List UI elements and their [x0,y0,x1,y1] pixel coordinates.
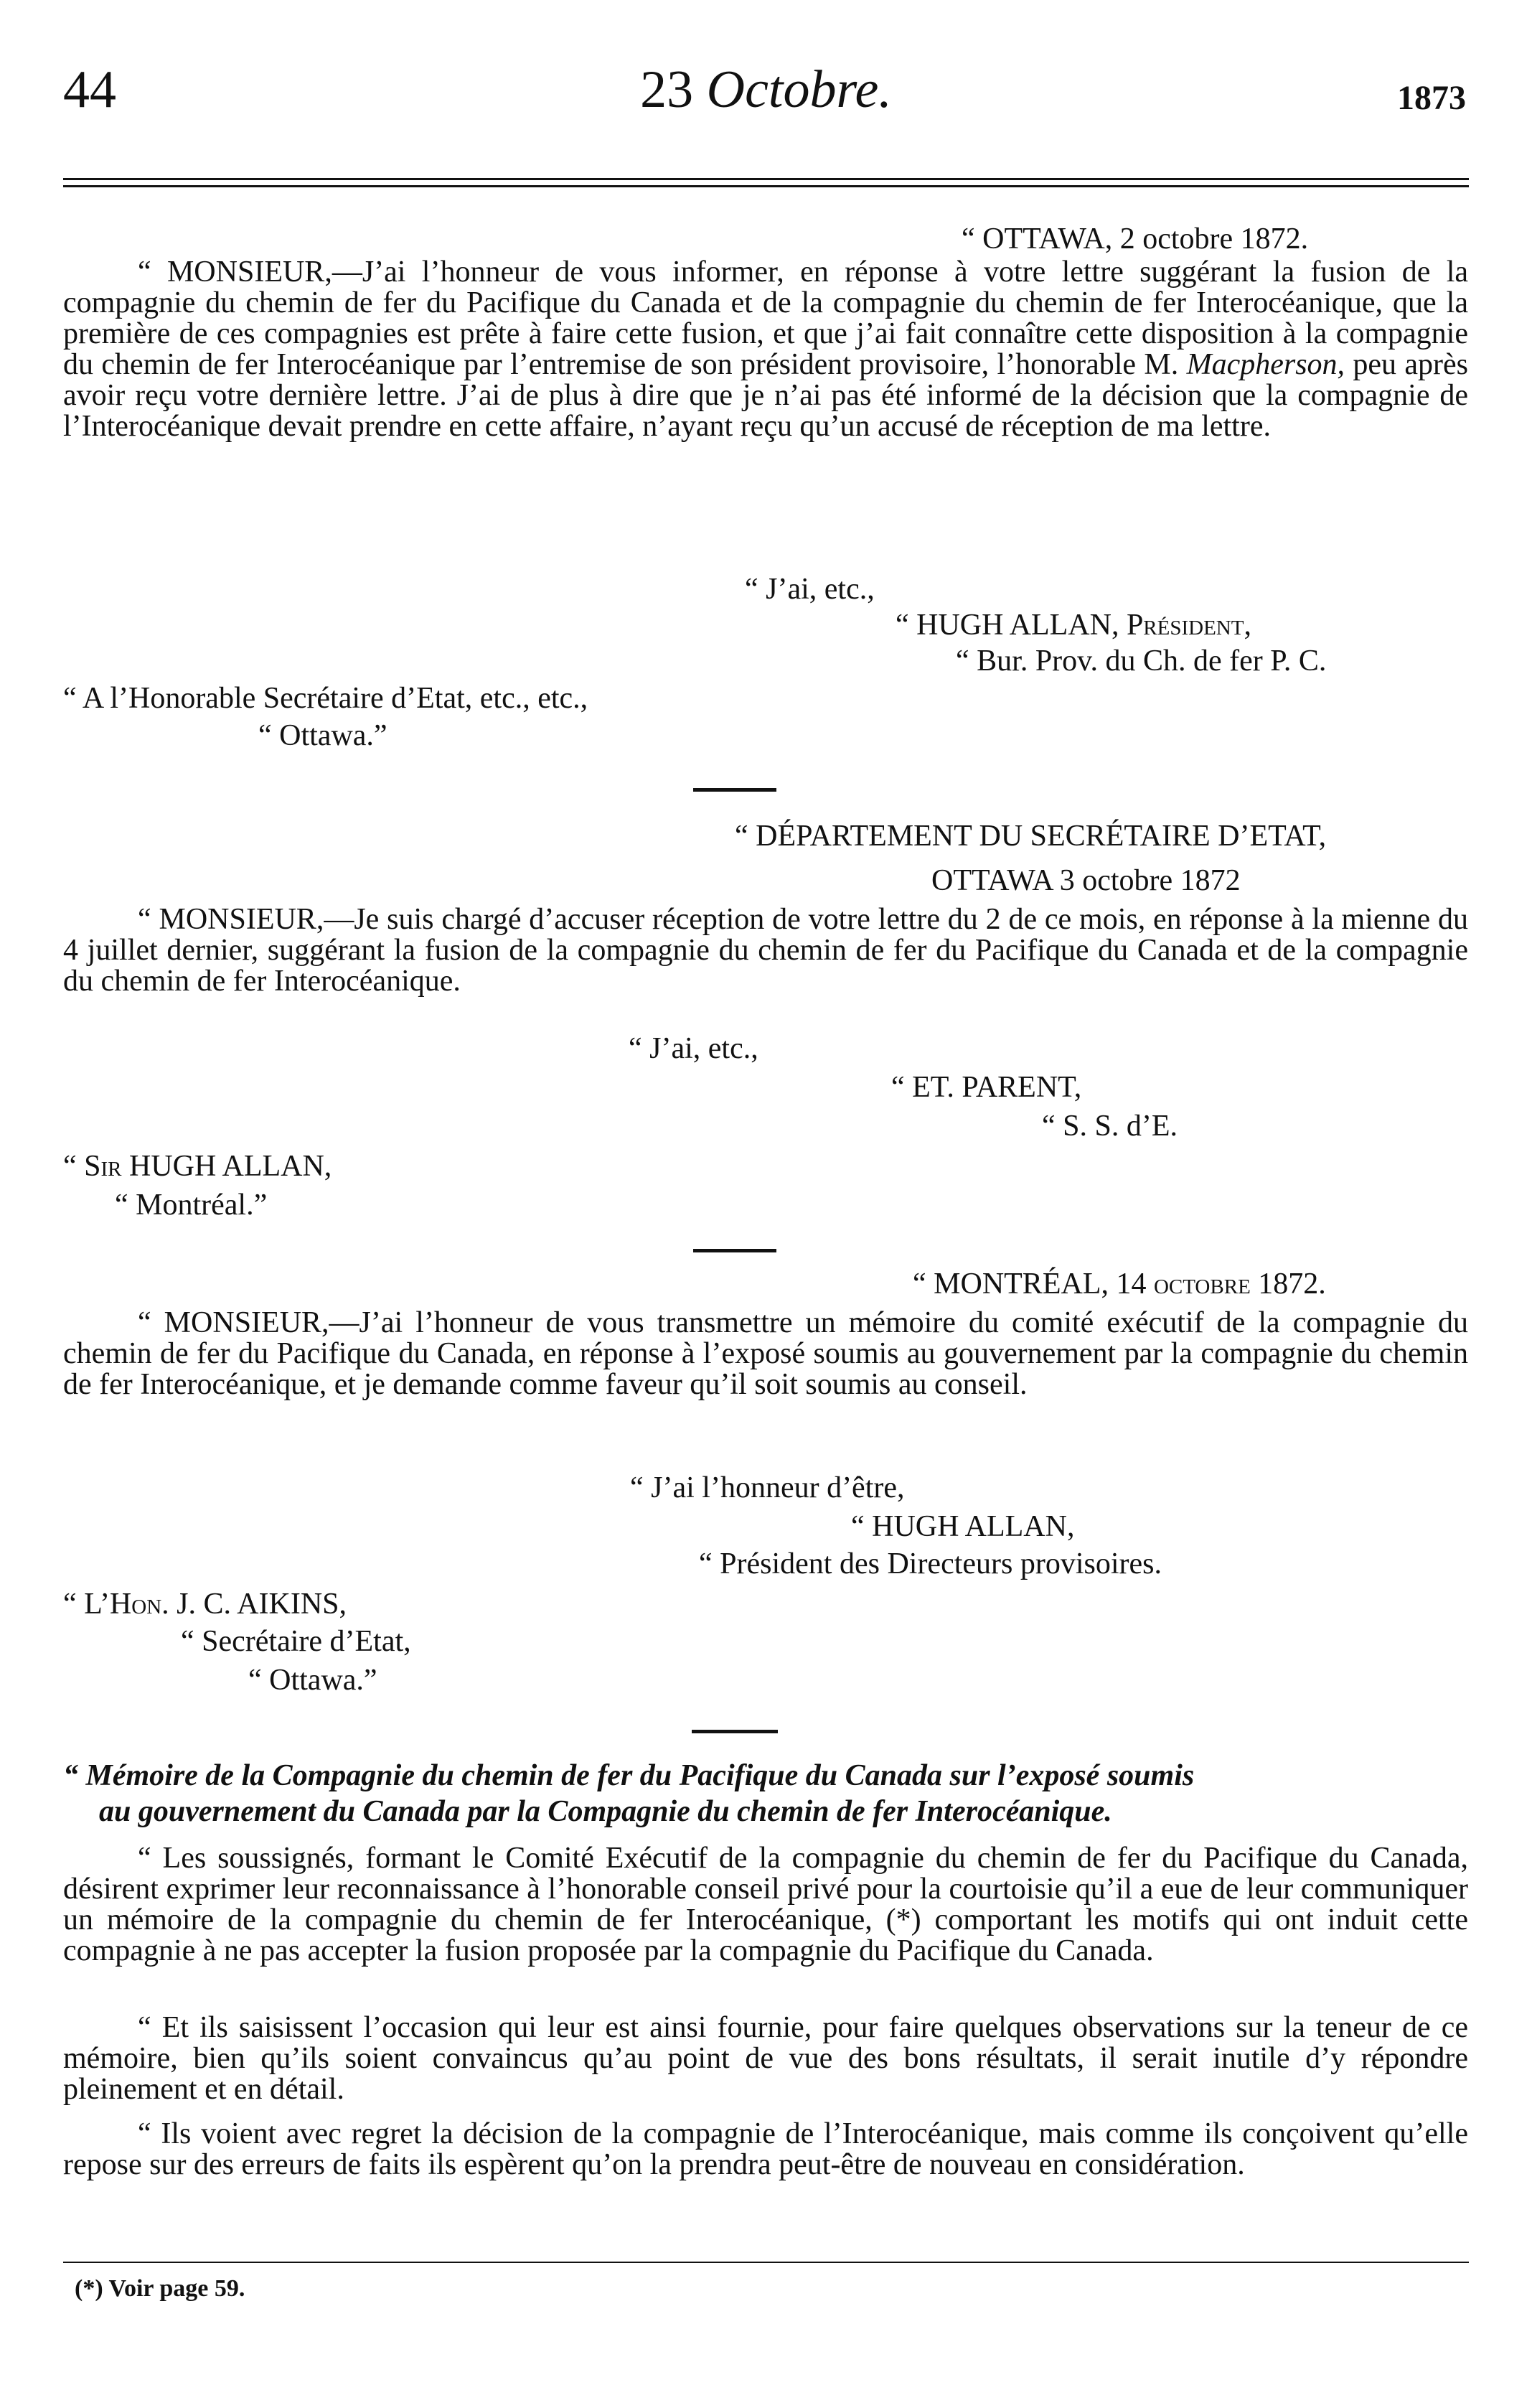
letter3-salutation: “ MONSIEUR, [138,1306,329,1339]
letter2-closing: “ J’ai, etc., [629,1032,758,1065]
memoire-paragraph-3: “ Ils voient avec regret la décision de la compagnie de l’Interocéanique, mais comme ils conçoivent qu’elle repose sur des erreurs de faits ils espèrent qu’on la prendra peut-être de nouveau en considération. [63,2117,1468,2181]
letter1-place-date: “ OTTAWA, 2 octobre 1872. [962,222,1309,256]
section-divider [693,1249,776,1252]
memoire-title-line2: au gouvernement du Canada par la Compagnie du chemin de fer Interocéanique. [99,1795,1112,1828]
section-divider [692,1730,778,1733]
date-month: Octobre. [706,60,892,119]
letter2-salutation: “ MONSIEUR, [138,903,324,936]
letter3-addressee-title: “ Secrétaire d’Etat, [181,1625,411,1658]
letter2-addressee: “ Sir HUGH ALLAN, [63,1150,332,1183]
letter1-body-text: —J’ai l’honneur de vous informer, en réponse à votre lettre suggérant la fusion de la compagnie du chemin de fer du Pacifique du Canada et de la compagnie du chemin de fer Interocéanique, que la première de ces compagnies est prête à faire cette fusion, et que j’ai fait connaître cette disposition à la compagnie du chemin de fer Interocéanique par l’entremise de son président provisoire, l’honorable M. [63,256,1469,381]
header-rule-bottom [63,185,1469,187]
letter1-body-name: Macpherson, [1186,348,1345,381]
page-date-heading [0,60,1532,119]
letter3-addressee: “ L’Hon. J. C. AIKINS, [63,1588,347,1621]
letter1-closing: “ J’ai, etc., [745,573,875,606]
letter2-signature-name: “ ET. PARENT, [891,1071,1082,1104]
letter3-closing: “ J’ai l’honneur d’être, [630,1471,905,1504]
header-rule-top [63,178,1469,180]
letter3-place-date: “ MONTRÉAL, 14 octobre 1872. [913,1268,1326,1301]
memoire-paragraph-2: “ Et ils saisissent l’occasion qui leur est ainsi fournie, pour faire quelques observations sur la teneur de ce mémoire, bien qu’ils soient convaincus qu’au point de vue des bons résultats, il serait inutile d’y répondre pleinement et en détail. [63,2011,1468,2106]
letter3-signature-name: “ HUGH ALLAN, [851,1510,1075,1543]
letter2-body [63,904,1468,997]
letter3-body-text: —J’ai l’honneur de vous transmettre un mémoire du comité exécutif de la compagnie du chemin de fer du Pacifique du Canada, en réponse à l’exposé soumis au gouvernement par la compagnie du chemin de fer Interocéanique, et je demande comme faveur qu’il soit soumis au conseil. [63,1306,1469,1401]
memoire-paragraph-1: “ Les soussignés, formant le Comité Exécutif de la compagnie du chemin de fer du Pacifique du Canada, désirent exprimer leur reconnaissance à l’honorable conseil privé pour la courtoisie qu’il a eue de leur communiquer un mémoire de la compagnie du chemin de fer Interocéanique, (*) comportant les motifs qui ont induit cette compagnie à ne pas accepter la fusion proposée par la compagnie du Pacifique du Canada. [63,1842,1468,1967]
letter2-addressee-city: “ Montréal.” [115,1189,268,1222]
section-divider [693,788,776,792]
letter2-place-date: OTTAWA 3 octobre 1872 [931,864,1241,897]
footnote-rule [63,2262,1469,2263]
date-day: 23 [640,60,694,119]
memoire-title-line1: “ Mémoire de la Compagnie du chemin de fer du Pacifique du Canada sur l’exposé soumis [63,1759,1195,1792]
letter1-body [63,257,1468,442]
letter1-addressee-city: “ Ottawa.” [258,719,387,752]
letter2-department: “ DÉPARTEMENT DU SECRÉTAIRE D’ETAT, [735,820,1327,853]
letter2-body-text: —Je suis chargé d’accuser réception de votre lettre du 2 de ce mois, en réponse à la mienne du 4 juillet dernier, suggérant la fusion de la compagnie du chemin de fer du Pacifique du Canada et de la compagnie du chemin de fer Interocéanique. [63,903,1469,998]
letter3-body [63,1308,1468,1400]
page-year: 1873 [1397,79,1466,117]
page-number: 44 [63,60,116,119]
letter1-signature-title: “ Bur. Prov. du Ch. de fer P. C. [956,645,1327,678]
letter1-body-end: peu après avoir reçu votre dernière lettre. J’ai de plus à dire que je n’ai pas été informé de la décision que la compagnie de l’Interocéanique devait prendre en cette affaire, n’ayant reçu qu’un accusé de réception de ma lettre. [63,348,1468,443]
letter3-signature-title: “ Président des Directeurs provisoires. [699,1547,1162,1580]
letter2-signature-title: “ S. S. d’E. [1042,1110,1178,1143]
letter1-addressee: “ A l’Honorable Secrétaire d’Etat, etc., etc., [63,682,588,715]
footnote: (*) Voir page 59. [75,2275,245,2302]
letter3-addressee-city: “ Ottawa.” [248,1664,377,1697]
letter1-signature-name: “ HUGH ALLAN, Président, [896,609,1251,642]
letter1-salutation: “ MONSIEUR, [138,256,332,289]
